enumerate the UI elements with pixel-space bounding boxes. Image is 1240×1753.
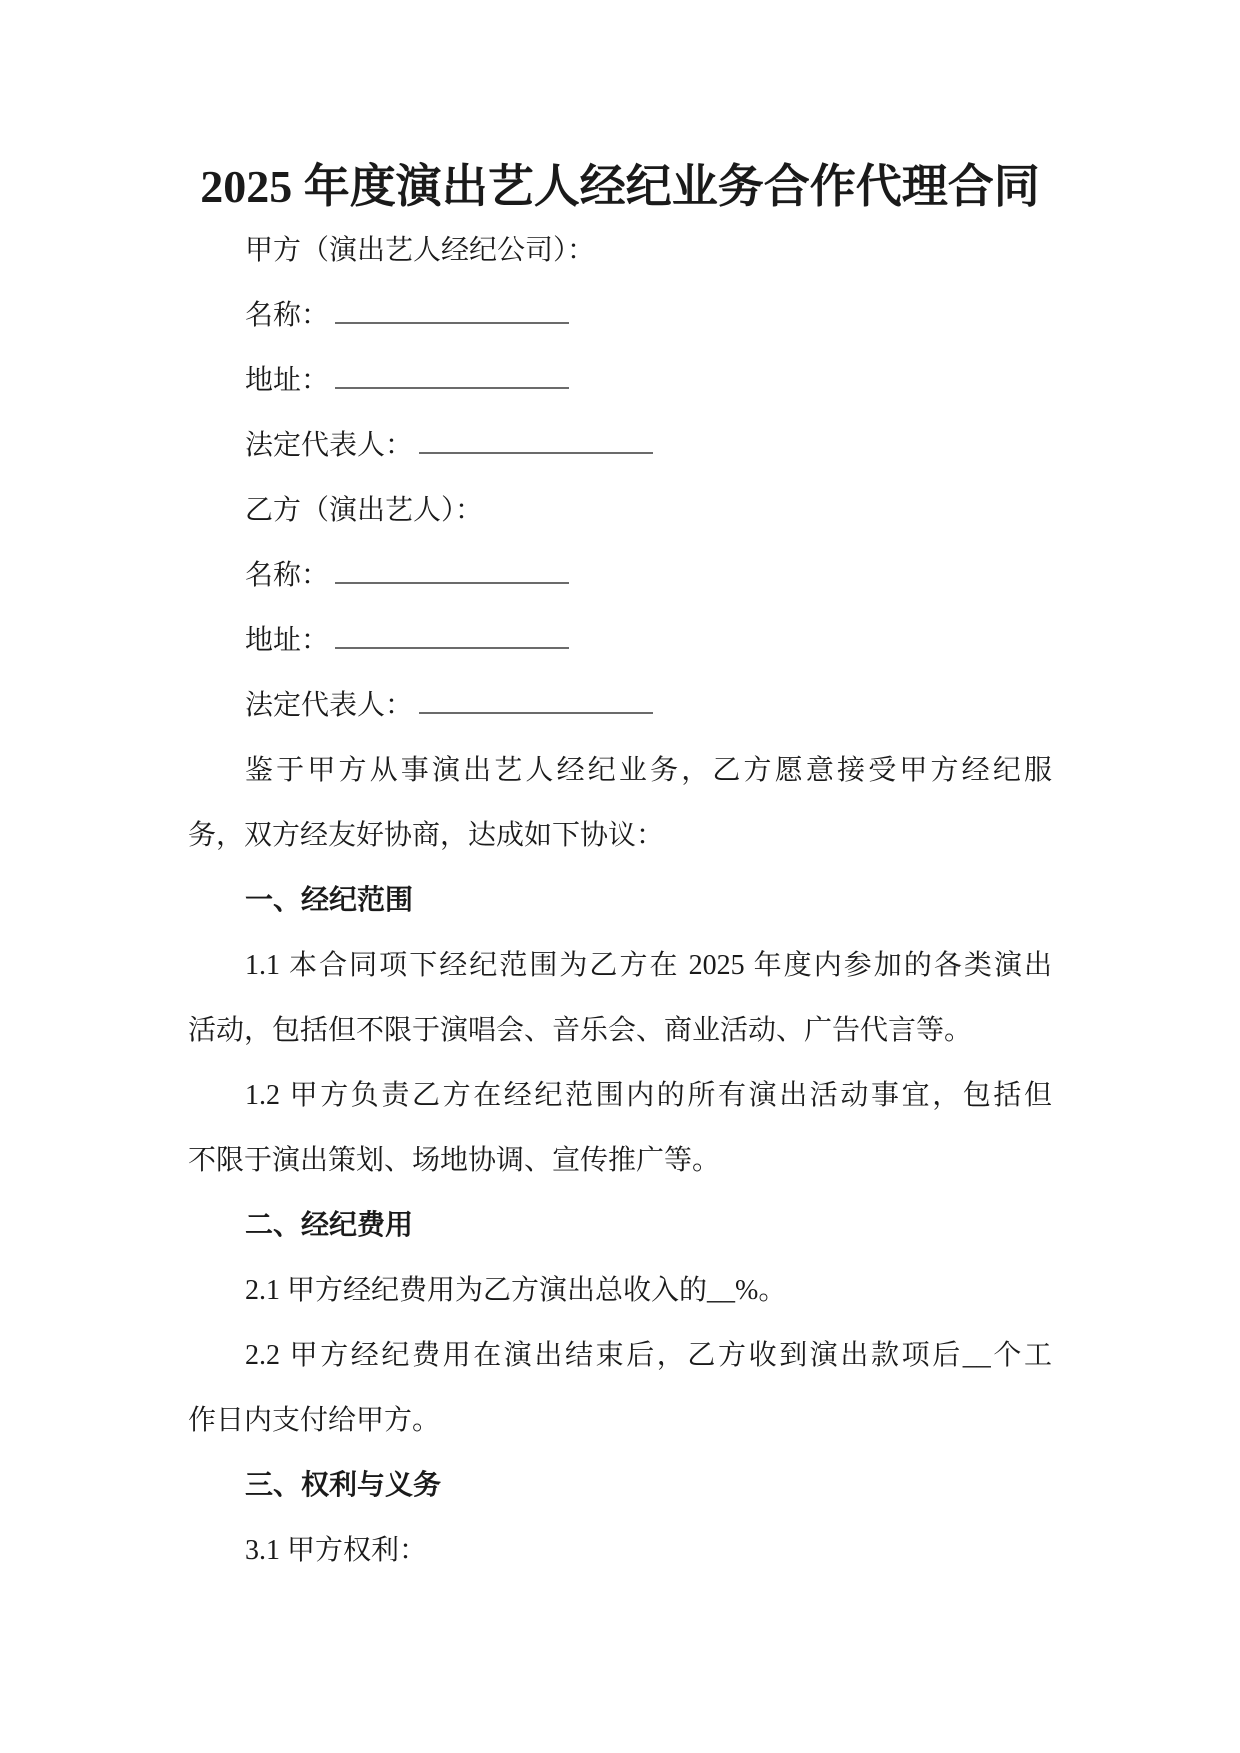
party-a-address-line [188, 348, 1052, 413]
party-a-address-label: 地址： [245, 365, 330, 396]
party-a-address-blank-underline[interactable] [335, 357, 569, 389]
party-b-legal-rep-blank-underline[interactable] [419, 682, 653, 714]
party-b-heading: 乙方（演出艺人）： [245, 495, 484, 526]
party-b-legal-rep-label: 法定代表人： [245, 690, 414, 721]
party-b-name-blank-underline[interactable] [335, 552, 569, 584]
party-b-address-label: 地址： [245, 625, 330, 656]
party-a-name-blank-underline[interactable] [335, 292, 569, 324]
clause-3-1-line: 3.1 甲方权利： [245, 1535, 428, 1566]
party-b-name-label: 名称： [245, 560, 330, 591]
clause-1-1-line-2: 活动，包括但不限于演唱会、音乐会、商业活动、广告代言等。 [188, 1015, 973, 1046]
party-b-address-blank-underline[interactable] [335, 617, 569, 649]
party-b-name-line [188, 543, 1052, 608]
document-title: 2025 年度演出艺人经纪业务合作代理合同 [200, 161, 1040, 212]
section-2-heading: 二、经纪费用 [245, 1210, 414, 1241]
clause-1-2-line-1: 1.2 甲方负责乙方在经纪范围内的所有演出活动事宜，包括但 [245, 1080, 1052, 1111]
clause-2-2-line-2: 作日内支付给甲方。 [188, 1405, 441, 1436]
clause-2-2-line-1: 2.2 甲方经纪费用在演出结束后，乙方收到演出款项后__个工 [245, 1340, 1052, 1371]
party-a-legal-rep-blank-underline[interactable] [419, 422, 653, 454]
party-a-legal-rep-label: 法定代表人： [245, 430, 414, 461]
party-b-legal-rep-line [188, 673, 1052, 738]
clause-1-2-line-2: 不限于演出策划、场地协调、宣传推广等。 [188, 1145, 721, 1176]
clause-1-1-line-1: 1.1 本合同项下经纪范围为乙方在 2025 年度内参加的各类演出 [245, 950, 1052, 981]
party-a-legal-rep-line [188, 413, 1052, 478]
section-3-heading: 三、权利与义务 [245, 1470, 442, 1501]
party-b-address-line [188, 608, 1052, 673]
recital-line-2: 务，双方经友好协商，达成如下协议： [188, 820, 665, 851]
party-a-heading: 甲方（演出艺人经纪公司）： [245, 235, 596, 266]
section-1-heading: 一、经纪范围 [245, 885, 414, 916]
clause-2-1-line: 2.1 甲方经纪费用为乙方演出总收入的__%。 [245, 1275, 787, 1306]
party-a-name-label: 名称： [245, 300, 330, 331]
party-a-name-line [188, 283, 1052, 348]
recital-line-1: 鉴于甲方从事演出艺人经纪业务，乙方愿意接受甲方经纪服 [245, 755, 1052, 786]
